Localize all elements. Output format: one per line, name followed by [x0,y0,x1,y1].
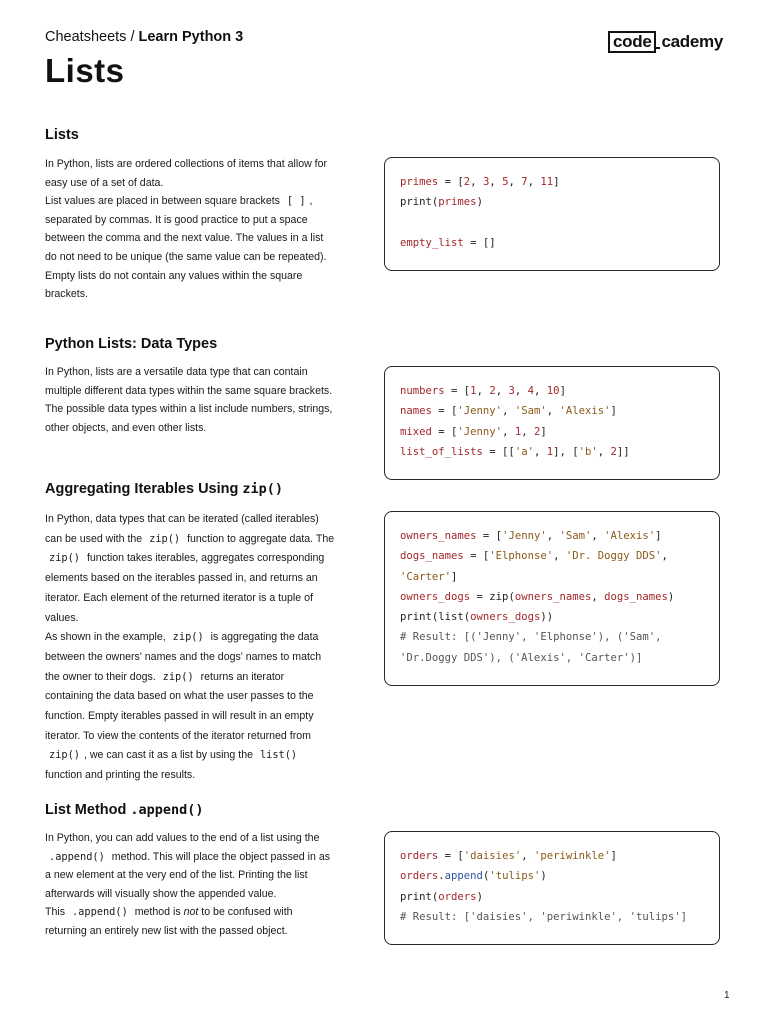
code-token: 'Elphonse' [489,550,554,563]
section-title-data-types: Python Lists: Data Types [45,336,218,352]
code-token: 3 [482,176,490,188]
paragraph [45,192,335,266]
code-line [400,172,719,192]
code-token: 'Carter' [400,570,452,583]
code-token: , [502,425,515,438]
code-token: owners_names [400,530,477,542]
section-title-zip-code: zip() [242,481,284,497]
code-line [400,846,719,866]
paragraph [45,903,335,940]
code-token: orders [400,870,439,883]
code-line [400,442,719,462]
code-token: owners_names [514,590,592,603]
inline-code: zip() [149,532,181,545]
code-block-data-types [384,366,720,480]
code-token: , [534,385,547,397]
code-token: 'Jenny' [502,530,547,542]
code-token: dogs_names [400,550,464,563]
section-title-append-code: .append() [130,802,204,818]
code-token: , [495,385,509,397]
code-line [400,907,719,927]
paragraph [45,510,335,628]
code-token: 2 [489,385,496,397]
code-token: , [521,850,534,862]
text: In Python, data types that can be iterated (called iterables) can be used with the [45,513,319,545]
code-token: , [546,405,560,418]
paragraph [45,363,335,437]
code-token: , [661,550,668,563]
code-token: 1 [546,445,554,458]
code-token: = [ [476,530,503,542]
code-token: 11 [540,176,554,188]
code-token: 'a' [514,445,534,458]
code-token: append [444,870,483,883]
code-token: , [591,590,605,603]
code-token: 'Sam' [559,530,592,542]
code-line [400,526,719,546]
code-token: , [527,176,541,188]
code-token: 2 [533,425,541,438]
text: In Python, lists are a versatile data type that can contain multiple different data types within the same square brackets. The possible data types within a list include numbers, strings, other objects, and even other lists. [45,366,333,434]
code-line [400,422,719,442]
code-token: empty_list [400,236,464,249]
text: function takes iterables, aggregates corresponding elements based on the iterables passed in, and returns an iterator. Each element of the returned iterator is a tuple of values. [45,552,325,624]
code-token: owners_dogs [470,611,541,624]
code-token: 7 [521,176,528,188]
code-token: 'tulips' [489,870,541,883]
code-line [400,213,719,233]
code-token: ] [553,176,560,188]
code-token: 'Dr.Doggy DDS'), ('Alexis', 'Carter')] [400,651,643,664]
code-token: 3 [508,385,515,397]
code-token: = [ [463,550,490,563]
code-token: # Result: ['daisies', 'periwinkle', 'tulips'] [400,910,688,923]
code-token: orders [438,890,477,903]
code-token: ] [559,385,566,397]
code-line [400,233,719,253]
breadcrumb-prefix: Cheatsheets / [45,29,139,45]
code-token: 'daisies' [463,850,522,862]
text: method. This will place the object passed in as a new element at the very end of the list. Printing the list afterwards will visually show the appended value. [45,850,331,900]
inline-code: .append() [71,906,128,919]
code-token: )) [540,611,554,624]
text: function to aggregate data. The [184,532,335,545]
logo-code: code [608,31,656,53]
paragraph [45,155,335,192]
code-line [400,401,719,421]
code-token: print( [400,890,439,903]
code-token: 4 [527,385,535,397]
code-token: ] [655,530,662,542]
logo-cademy: cademy [661,32,724,51]
code-block-zip [384,511,720,686]
code-token: = [ [444,385,471,397]
text: Empty lists do not contain any values within the square brackets. [45,269,303,301]
code-token: , [597,445,611,458]
section-title-zip-text: Aggregating Iterables Using [45,481,243,497]
code-token: ) [667,590,675,603]
inline-code: zip() [49,552,80,565]
code-line [400,607,719,627]
code-token: 1 [470,385,477,397]
emphasis: not [183,906,199,919]
code-token: 5 [502,176,509,188]
code-token: , [546,530,560,542]
code-token: dogs_names [604,590,668,603]
code-token: ] [610,850,617,862]
code-token: , [502,405,515,418]
code-token: 'Jenny' [457,425,503,438]
code-line [400,627,719,647]
code-line [400,587,719,607]
section-data-types-text [45,363,335,437]
page-title: Lists [45,52,125,89]
text: This [45,906,68,919]
text: In Python, you can add values to the end of a list using the [45,832,320,844]
code-line [400,866,719,886]
code-token: . [438,870,445,883]
breadcrumb [45,29,243,45]
inline-code: zip() [172,631,204,644]
code-token: , [476,385,490,397]
code-token: , [489,176,503,188]
code-token: ], [ [553,445,579,458]
code-token: , [521,425,534,438]
section-title-zip [45,481,283,497]
breadcrumb-course[interactable]: Learn Python 3 [138,29,244,45]
code-token: , [533,445,547,458]
text: In Python, lists are ordered collections of items that allow for easy use of a set of data. [45,158,328,189]
paragraph [45,829,335,903]
text: As shown in the example, [45,631,169,644]
code-token: ) [476,890,483,903]
text: function and printing the results. [45,769,196,782]
code-token: numbers [400,385,445,397]
section-lists-text [45,155,335,304]
page-number: 1 [724,990,730,1001]
text: returns an iterator containing the data based on what the user passes to the function. Empty iterables passed in will result in an empty iterator. To view the contents of the iterator returned from [45,670,314,742]
code-token: print( [400,196,439,209]
code-token: , [553,550,566,563]
code-token: orders [400,850,439,862]
section-title-lists: Lists [45,127,79,143]
paragraph [45,267,335,304]
text: to be confused with returning an entirely new list with the passed object. [45,906,293,937]
inline-code: [ ] [286,195,306,208]
code-token: ] [540,425,547,438]
code-token: ) [476,196,483,209]
code-token: print(list( [400,611,471,624]
code-token: 'periwinkle' [533,850,611,862]
code-token: , [470,176,483,188]
code-token: owners_dogs [400,590,471,603]
code-line [400,648,719,668]
code-token: 10 [546,385,560,397]
code-token: 2 [610,445,617,458]
inline-code: .append() [49,850,105,863]
code-token: = [ [438,176,464,188]
code-token: ] [610,405,617,418]
code-token: 'b' [578,445,598,458]
paragraph [45,628,335,786]
code-token: = [[ [482,445,515,458]
code-token: ]] [616,445,630,458]
code-token: 'Alexis' [559,405,611,418]
code-token: ) [540,870,547,883]
code-token: primes [400,176,439,188]
text: , we can cast it as a list by using the [84,749,256,762]
text: method is [131,906,184,919]
code-line [400,192,719,212]
text: List values are placed in between square brackets [45,195,283,208]
code-token: ( [482,870,490,883]
code-token: 'Jenny' [457,405,503,418]
inline-code: list() [259,749,298,762]
code-token: , [508,176,522,188]
code-token: = [] [463,236,496,249]
section-title-append [45,802,204,818]
section-append-text [45,829,335,941]
code-block-append [384,831,720,945]
code-token: # Result: [('Jenny', 'Elphonse'), ('Sam', [400,631,662,644]
code-token: primes [438,196,477,209]
code-line [400,546,719,566]
code-block-lists [384,157,720,271]
code-token: 'Sam' [514,405,547,418]
code-token: names [400,405,432,418]
code-token: 'Dr. Doggy DDS' [565,550,662,563]
code-token: list_of_lists [400,445,483,458]
text: is aggregating the data between the owners' names and the dogs' names to match the owner to their dogs. [45,631,322,683]
code-line [400,381,719,401]
code-token: 2 [463,176,471,188]
code-token: = [ [438,850,464,862]
code-line [400,887,719,907]
code-token: mixed [400,425,432,438]
code-line [400,567,719,587]
code-token: 1 [514,425,522,438]
code-token: = [ [431,425,458,438]
code-token: = [ [431,405,458,418]
section-zip-text [45,510,335,786]
section-title-append-text: List Method [45,802,131,818]
inline-code: zip() [49,749,80,762]
code-token: 'Alexis' [604,530,656,542]
code-token: ] [451,570,458,583]
codecademy-logo[interactable] [608,31,723,53]
code-token: , [514,385,528,397]
code-token: = zip( [470,590,515,603]
inline-code: zip() [162,670,194,683]
text: , separated by commas. It is good practice to put a space between the comma and the next value. The values in a list do not need to be unique (the same value can be repeated). [45,195,327,263]
code-token: , [591,530,605,542]
